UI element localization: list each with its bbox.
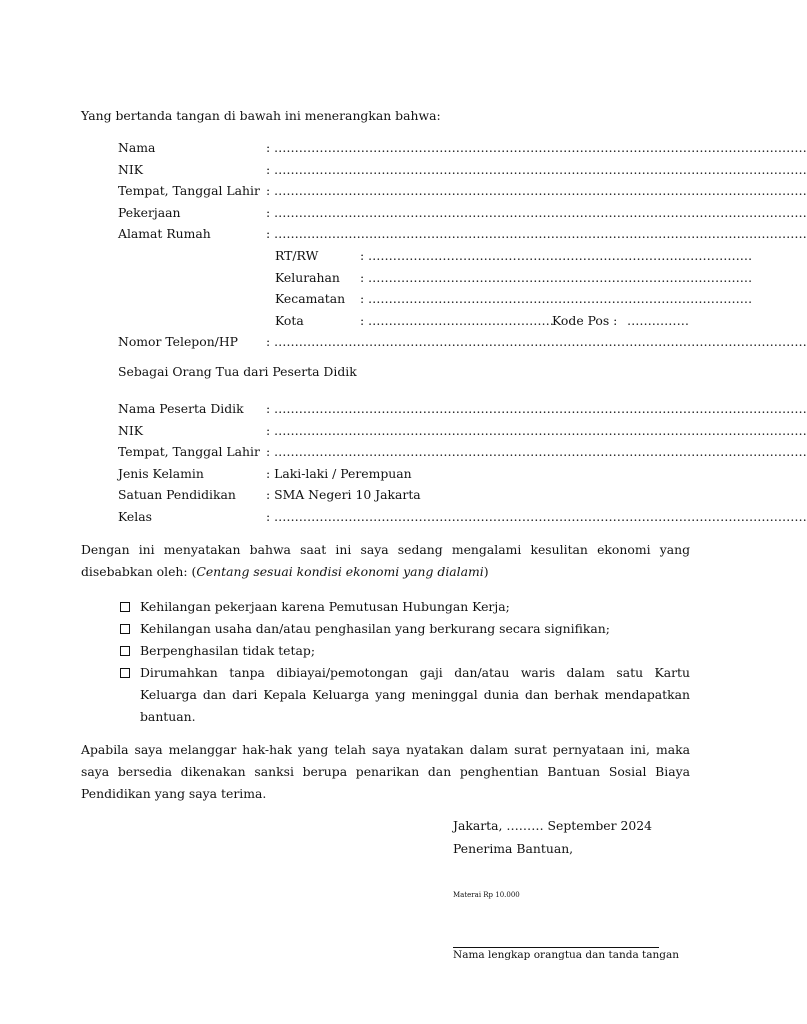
- student-class-row: [118, 506, 807, 528]
- parent-kelurahan-label: Kelurahan: [275, 269, 340, 285]
- condition-checklist: [118, 596, 690, 728]
- parent-kota-label: Kota: [275, 312, 304, 328]
- signature-role: Penerima Bantuan,: [453, 841, 574, 856]
- sanction-paragraph: Apabila saya melanggar hak-hak yang telah saya nyatakan dalam surat pernyataan ini, maka saya bersedia dikenakan sanksi berupa penarikan dan penghentian Bantuan Sosial Biaya Pendidikan yang saya terima.: [81, 742, 690, 801]
- colon: :: [266, 401, 271, 416]
- colon: :: [266, 422, 271, 438]
- parent-kelurahan-field[interactable]: …………………………………………………………………………………: [368, 269, 753, 285]
- parent-rtrw-row: [118, 245, 753, 267]
- signature-date: Jakarta, ……… September 2024: [453, 818, 653, 833]
- colon: :: [266, 161, 271, 177]
- checkbox-icon[interactable]: [120, 624, 130, 634]
- checklist-item-label: Kehilangan usaha dan/atau penghasilan yang berkurang secara signifikan;: [140, 621, 610, 636]
- checkbox-icon[interactable]: [120, 668, 130, 678]
- student-class-label: Kelas: [118, 508, 152, 524]
- colon: :: [360, 247, 365, 263]
- colon: :: [360, 269, 365, 285]
- colon: :: [266, 226, 271, 242]
- checklist-item-label: Kehilangan pekerjaan karena Pemutusan Hubungan Kerja;: [140, 599, 510, 614]
- student-nik-label: NIK: [118, 422, 143, 438]
- parent-rtrw-label: RT/RW: [275, 247, 319, 263]
- parent-kecamatan-label: Kecamatan: [275, 291, 346, 307]
- parent-data-form: [118, 137, 807, 353]
- colon: :: [266, 508, 271, 524]
- parent-address-field[interactable]: …………………………………………………………………………………………………………………: [274, 226, 807, 242]
- parent-name-label: Nama: [118, 140, 156, 155]
- signature-line[interactable]: [453, 947, 659, 948]
- student-gender-label: Jenis Kelamin: [118, 465, 204, 481]
- parent-birth-label: Tempat, Tanggal Lahir: [118, 183, 260, 199]
- colon: :: [266, 444, 271, 460]
- parent-kota-row: [118, 310, 688, 332]
- student-gender-value[interactable]: : Laki-laki / Perempuan: [266, 465, 412, 481]
- student-gender-row: [118, 463, 688, 485]
- parent-nik-row: [118, 159, 807, 181]
- parent-kodepos-label: Kode Pos :: [552, 312, 618, 328]
- parent-phone-label: Nomor Telepon/HP: [118, 334, 238, 350]
- colon: :: [266, 140, 271, 155]
- student-data-form: [118, 398, 807, 528]
- student-nik-row: [118, 420, 807, 442]
- colon: :: [266, 204, 271, 220]
- signature-caption: Nama lengkap orangtua dan tanda tangan: [453, 949, 680, 961]
- parent-job-row: [118, 202, 807, 224]
- student-school-label: Satuan Pendidikan: [118, 487, 236, 503]
- parent-kecamatan-field[interactable]: …………………………………………………………………………………: [368, 291, 753, 307]
- parent-phone-field[interactable]: …………………………………………………………………………………………………………………: [274, 334, 807, 350]
- student-birth-row: [118, 441, 807, 463]
- parent-name-field[interactable]: …………………………………………………………………………………………………………………: [274, 140, 807, 155]
- parent-job-field[interactable]: …………………………………………………………………………………………………………………: [274, 204, 807, 220]
- parent-kelurahan-row: [118, 267, 753, 289]
- student-school-row: [118, 484, 688, 506]
- parent-nik-label: NIK: [118, 161, 143, 177]
- parent-job-label: Pekerjaan: [118, 204, 181, 220]
- colon: :: [360, 291, 365, 307]
- student-nik-field[interactable]: …………………………………………………………………………………………………………………: [274, 422, 807, 438]
- materai-label: Materai Rp 10.000: [453, 891, 520, 899]
- checklist-item[interactable]: [118, 640, 690, 662]
- colon: :: [266, 334, 271, 350]
- section-title: Sebagai Orang Tua dari Peserta Didik: [118, 364, 357, 379]
- checklist-item[interactable]: [118, 618, 690, 640]
- student-name-label: Nama Peserta Didik: [118, 401, 244, 416]
- parent-kota-field[interactable]: ………………………………………: [368, 312, 554, 328]
- student-name-row: [118, 398, 807, 420]
- checklist-item[interactable]: [118, 596, 690, 618]
- parent-birth-field[interactable]: …………………………………………………………………………………………………………………: [274, 183, 807, 199]
- colon: :: [266, 183, 271, 199]
- statement-close: ): [483, 564, 489, 579]
- parent-kecamatan-row: [118, 288, 753, 310]
- student-name-field[interactable]: …………………………………………………………………………………………………………………: [274, 401, 807, 416]
- parent-kodepos-field[interactable]: ……………: [627, 312, 689, 328]
- intro-text: Yang bertanda tangan di bawah ini menerangkan bahwa:: [81, 108, 441, 123]
- checklist-item[interactable]: [118, 662, 690, 728]
- checkbox-icon[interactable]: [120, 646, 130, 656]
- parent-nik-field[interactable]: …………………………………………………………………………………………………………………: [274, 161, 807, 177]
- checklist-item-label: Dirumahkan tanpa dibiayai/pemotongan gaji dan/atau waris dalam satu Kartu Keluarga dan dari Kepala Keluarga yang meninggal dunia dan berhak mendapatkan bantuan.: [140, 665, 690, 724]
- parent-phone-row: [118, 331, 807, 353]
- parent-rtrw-field[interactable]: …………………………………………………………………………………: [368, 247, 753, 263]
- parent-birth-row: [118, 180, 807, 202]
- statement-paragraph: [81, 539, 690, 583]
- checkbox-icon[interactable]: [120, 602, 130, 612]
- student-birth-field[interactable]: …………………………………………………………………………………………………………………: [274, 444, 807, 460]
- colon: :: [360, 312, 365, 328]
- parent-address-label: Alamat Rumah: [118, 226, 211, 242]
- checklist-item-label: Berpenghasilan tidak tetap;: [140, 643, 315, 658]
- statement-note: Centang sesuai kondisi ekonomi yang dialami: [196, 564, 484, 579]
- statement-text: Dengan ini menyatakan bahwa saat ini saya sedang mengalami kesulitan ekonomi yang disebabkan oleh: (: [81, 542, 690, 579]
- student-class-field[interactable]: …………………………………………………………………………………………………………………: [274, 508, 807, 524]
- student-school-value: : SMA Negeri 10 Jakarta: [266, 487, 421, 503]
- student-birth-label: Tempat, Tanggal Lahir: [118, 444, 260, 460]
- parent-name-row: [118, 137, 807, 159]
- parent-address-row: [118, 223, 807, 245]
